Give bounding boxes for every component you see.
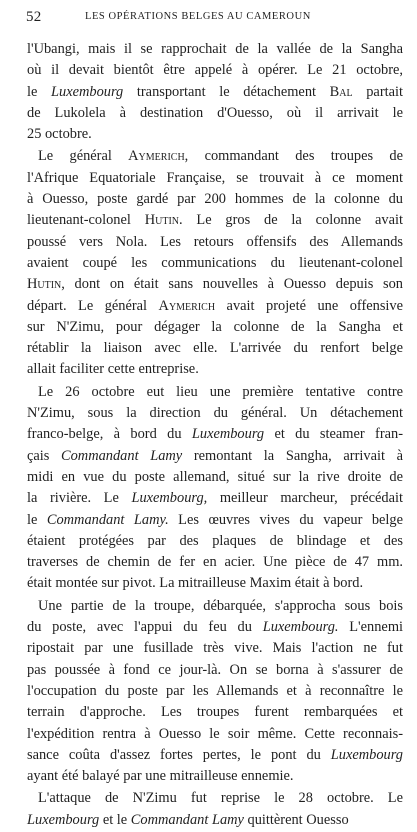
text-line xyxy=(27,338,403,359)
text-line xyxy=(27,103,403,124)
text-run: , commandant des troupes de xyxy=(184,148,403,165)
text-run: . Le gros de la colonne avait xyxy=(179,212,403,229)
paragraph xyxy=(27,596,403,788)
text-run: avait projeté une offensive xyxy=(215,297,403,314)
text-line xyxy=(27,531,403,552)
text-run: çais xyxy=(27,447,62,464)
text-line xyxy=(27,124,403,145)
text-run: à Ouesso, poste gardé par 200 hommes de la colonne du xyxy=(27,191,403,208)
text-run: midi en vue du poste allemand, situé sur la rive droite de xyxy=(27,468,403,485)
text-line xyxy=(27,788,403,809)
text-run: L'ennemi xyxy=(338,619,404,636)
text-line xyxy=(27,467,403,488)
italic-text: Commandant Lamy xyxy=(61,447,183,464)
text-line xyxy=(27,382,403,403)
text-line xyxy=(27,296,403,317)
text-line xyxy=(27,146,403,167)
text-run: de Lukolela à destination d'Ouesso, où il arrivait le xyxy=(27,104,403,121)
text-run: ayant été balayé par une mitrailleuse ennemie. xyxy=(27,768,294,785)
text-line xyxy=(27,39,403,60)
text-line xyxy=(27,60,403,81)
text-line xyxy=(27,510,403,531)
italic-text: Commandant Lamy xyxy=(130,811,244,828)
text-line xyxy=(27,168,403,189)
text-run: allait faciliter cette entreprise. xyxy=(27,361,199,378)
text-run: étaient protégées par des plaques de blindage et des xyxy=(27,532,403,549)
italic-text: Luxembourg xyxy=(51,83,124,100)
text-run: franco-belge, à bord du xyxy=(27,426,192,443)
text-run: quittèrent Ouesso xyxy=(243,811,349,828)
text-run: partait xyxy=(352,83,403,100)
text-run: traverses de chemin de fer en acier. Une pièce de 47 mm. xyxy=(27,554,403,571)
text-run: sur N'Zimu, pour dégager la colonne de la Sangha et xyxy=(27,318,403,335)
text-run: ripostait par une fusillade très vive. Mais l'action ne fut xyxy=(27,640,403,657)
text-run: Le 26 octobre eut lieu une première tentative contre xyxy=(38,383,403,400)
text-line xyxy=(27,810,403,831)
text-run: l'Ubangi, mais il se rapprochait de la vallée de la Sangha xyxy=(27,41,403,57)
text-line xyxy=(27,317,403,338)
text-line xyxy=(27,253,403,274)
text-line xyxy=(27,766,403,787)
small-caps-name: Bal xyxy=(329,83,353,100)
text-run: transportant le détachement xyxy=(123,83,330,100)
text-run: lieutenant-colonel xyxy=(27,212,145,229)
text-run: Les œuvres vives du vapeur belge xyxy=(168,511,404,528)
text-line xyxy=(27,446,403,467)
text-run: l'Afrique Equatoriale Française, se trouvait à ce moment xyxy=(27,169,403,186)
text-run: rétablir la liaison avec elle. L'arrivée du renfort belge xyxy=(27,340,403,357)
page-number: 52 xyxy=(26,9,42,25)
text-run: le xyxy=(27,83,52,100)
italic-text: Luxembourg xyxy=(330,746,403,763)
text-run: l'expédition rentra à Ouesso le soir même. Cette reconnais- xyxy=(27,725,403,742)
text-line xyxy=(27,359,403,380)
text-run: où il devait bientôt être appelé à opérer. Le 21 octobre, xyxy=(27,62,403,79)
text-run: était montée sur pivot. La mitrailleuse Maxim était à bord. xyxy=(27,575,364,592)
text-line xyxy=(27,596,403,617)
text-line xyxy=(27,638,403,659)
small-caps-name: Aymerich xyxy=(158,297,216,314)
paragraph xyxy=(27,146,403,380)
paragraph xyxy=(27,39,403,145)
paragraph xyxy=(27,382,403,595)
text-line xyxy=(27,488,403,509)
text-line xyxy=(27,573,403,594)
text-run: remontant la Sangha, arrivait à xyxy=(182,447,403,464)
paragraph xyxy=(27,788,403,831)
text-line xyxy=(27,424,403,445)
text-run: pas poussée à fond ce jour-là. On se borna à s'assurer de xyxy=(27,661,403,678)
text-line xyxy=(27,82,403,103)
italic-text: Luxembourg xyxy=(27,811,100,828)
text-run: du poste, avec l'appui du feu du xyxy=(27,619,263,636)
running-header xyxy=(27,9,403,33)
italic-text: Luxembourg xyxy=(191,426,265,443)
text-run: terrain d'approche. Les troupes furent rembarquées et xyxy=(27,704,403,721)
text-run: , dont on était sans nouvelles à Ouesso depuis son xyxy=(61,276,403,293)
text-run: poussé vers Nola. Les retours offensifs des Allemands xyxy=(27,233,403,250)
text-line xyxy=(27,189,403,210)
italic-text: Luxembourg, xyxy=(131,490,208,507)
text-line xyxy=(27,702,403,723)
small-caps-name: Aymerich xyxy=(128,148,185,165)
text-line xyxy=(27,274,403,295)
text-run: sance coûta d'assez fortes pertes, le pont du xyxy=(27,746,331,763)
text-run: 25 octobre. xyxy=(27,126,92,143)
text-line xyxy=(27,403,403,424)
text-run: et le xyxy=(99,811,131,828)
text-line xyxy=(27,724,403,745)
text-run: L'attaque de N'Zimu fut reprise le 28 octobre. Le xyxy=(38,790,403,807)
text-run: et du steamer fran- xyxy=(264,426,403,443)
text-line xyxy=(27,681,403,702)
body-text xyxy=(27,39,403,831)
text-run: N'Zimu, sous la direction du général. Un détachement xyxy=(27,405,403,422)
text-run: départ. Le général xyxy=(27,297,159,314)
text-run: Une partie de la troupe, débarquée, s'approcha sous bois xyxy=(38,597,403,614)
text-run: l'occupation du poste par les Allemands et à reconnaître le xyxy=(27,682,403,699)
small-caps-name: Hutin xyxy=(144,212,179,229)
text-line xyxy=(27,232,403,253)
text-run: la rivière. Le xyxy=(27,490,132,507)
text-run: Le général xyxy=(38,148,129,165)
text-line xyxy=(27,745,403,766)
italic-text: Commandant Lamy. xyxy=(46,511,169,528)
running-title: LES OPÉRATIONS BELGES AU CAMEROUN xyxy=(85,11,311,22)
book-page xyxy=(27,9,403,832)
text-line xyxy=(27,660,403,681)
text-line xyxy=(27,617,403,638)
italic-text: Luxembourg. xyxy=(262,619,339,636)
text-run: le xyxy=(27,511,47,528)
text-run: meilleur marcheur, précédait xyxy=(207,490,403,507)
text-run: avaient coupé les communications du lieutenant-colonel xyxy=(27,254,403,271)
small-caps-name: Hutin xyxy=(27,276,62,293)
text-line xyxy=(27,210,403,231)
text-line xyxy=(27,552,403,573)
